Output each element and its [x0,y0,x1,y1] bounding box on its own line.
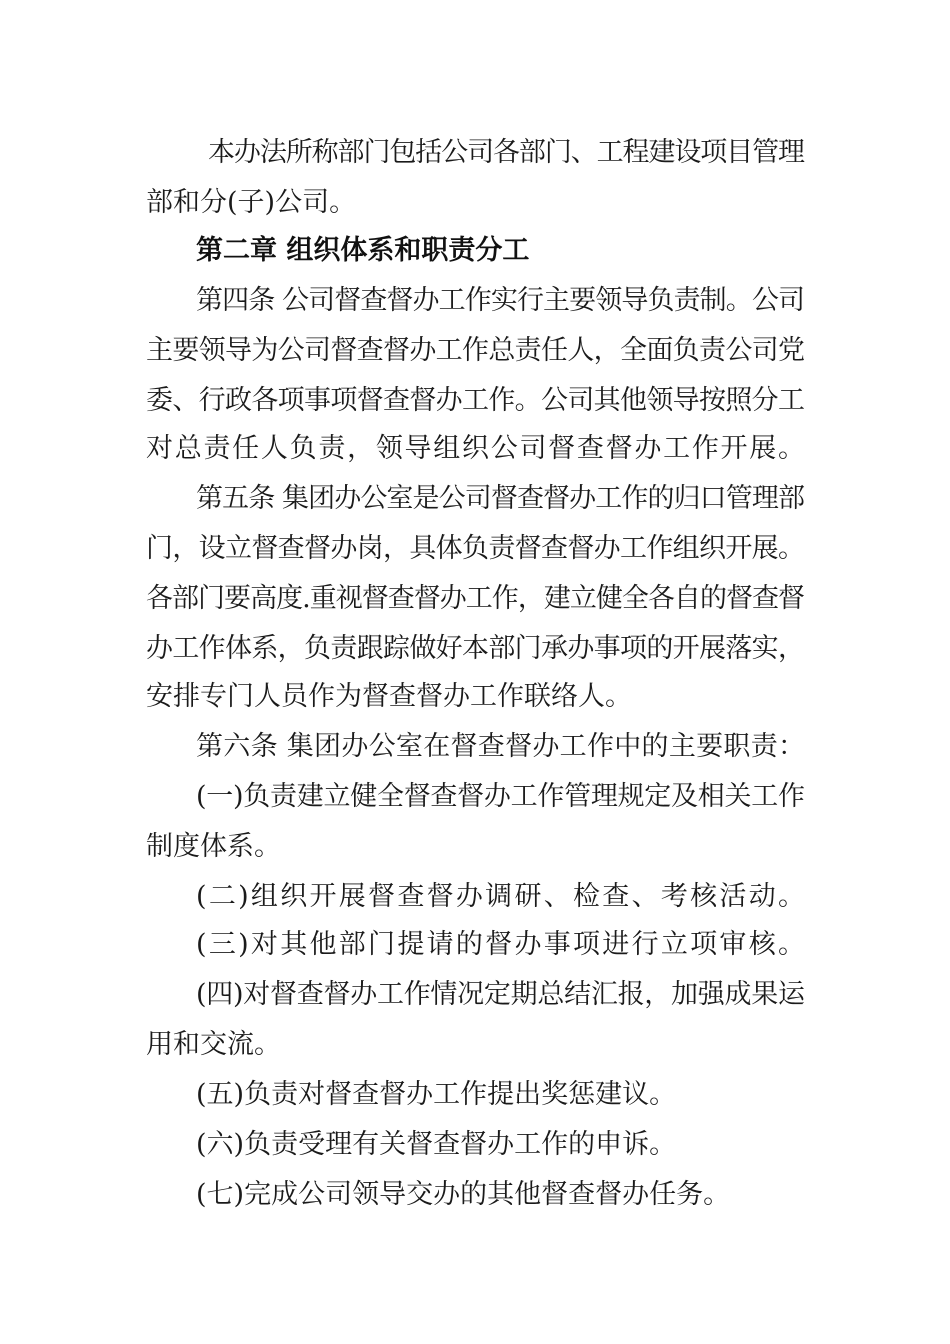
text-line-content: 制度体系。 [146,831,281,862]
text-line-content: 安排专门人员作为督查督办工作联络人。 [146,681,632,712]
text-line [0,1078,950,1112]
chapter-heading-text: 第二章 组织体系和职责分工 [196,235,530,266]
chapter-heading [0,234,950,268]
text-line-content: (一)负责建立健全督查督办工作管理规定及相关工作 [196,781,805,812]
text-line [0,432,950,466]
text-line-content: (三)对其他部门提请的督办事项进行立项审核。 [196,929,808,960]
text-line-content: (二)组织开展督查督办调研、检查、考核活动。 [196,881,808,912]
text-line [0,680,950,714]
text-line-content: 第五条 集团办公室是公司督查督办工作的归口管理部 [196,483,805,514]
text-line-content: 主要领导为公司督查督办工作总责任人，全面负责公司党 [146,335,805,366]
text-line [0,1128,950,1162]
text-line-content: 委、行政各项事项督查督办工作。公司其他领导按照分工 [146,385,805,416]
text-line-content: (五)负责对督查督办工作提出奖惩建议。 [196,1079,677,1110]
text-line-content: 第六条 集团办公室在督查督办工作中的主要职责： [196,731,806,762]
text-line-content: 对总责任人负责，领导组织公司督查督办工作开展。 [146,433,807,464]
text-line-content: 第四条 公司督查督办工作实行主要领导负责制。公司 [196,285,805,316]
text-line [0,582,950,616]
text-line-content: 部和分(子)公司。 [146,187,357,218]
text-line-content: 用和交流。 [146,1029,281,1060]
text-line [0,1178,950,1212]
text-line [0,334,950,368]
text-line-content: (七)完成公司领导交办的其他督查督办任务。 [196,1179,731,1210]
text-line [0,186,950,220]
text-line [0,136,950,170]
text-line [0,880,950,914]
text-line-content: 本办法所称部门包括公司各部门、工程建设项目管理 [208,137,804,168]
text-line-content: (四)对督查督办工作情况定期总结汇报，加强成果运 [196,979,805,1010]
text-line [0,978,950,1012]
text-line [0,284,950,318]
text-line [0,830,950,864]
text-line-content: 门，设立督查督办岗，具体负责督查督办工作组织开展。 [146,533,805,564]
text-line [0,928,950,962]
text-line-content: (六)负责受理有关督查督办工作的申诉。 [196,1129,677,1160]
text-line [0,730,950,764]
text-line-content: 办工作体系，负责跟踪做好本部门承办事项的开展落实， [146,633,805,664]
text-line-content: 各部门要高度.重视督查督办工作，建立健全各自的督查督 [146,583,805,614]
text-line [0,632,950,666]
text-line [0,384,950,418]
text-line [0,482,950,516]
text-line [0,532,950,566]
text-line [0,780,950,814]
text-line [0,1028,950,1062]
